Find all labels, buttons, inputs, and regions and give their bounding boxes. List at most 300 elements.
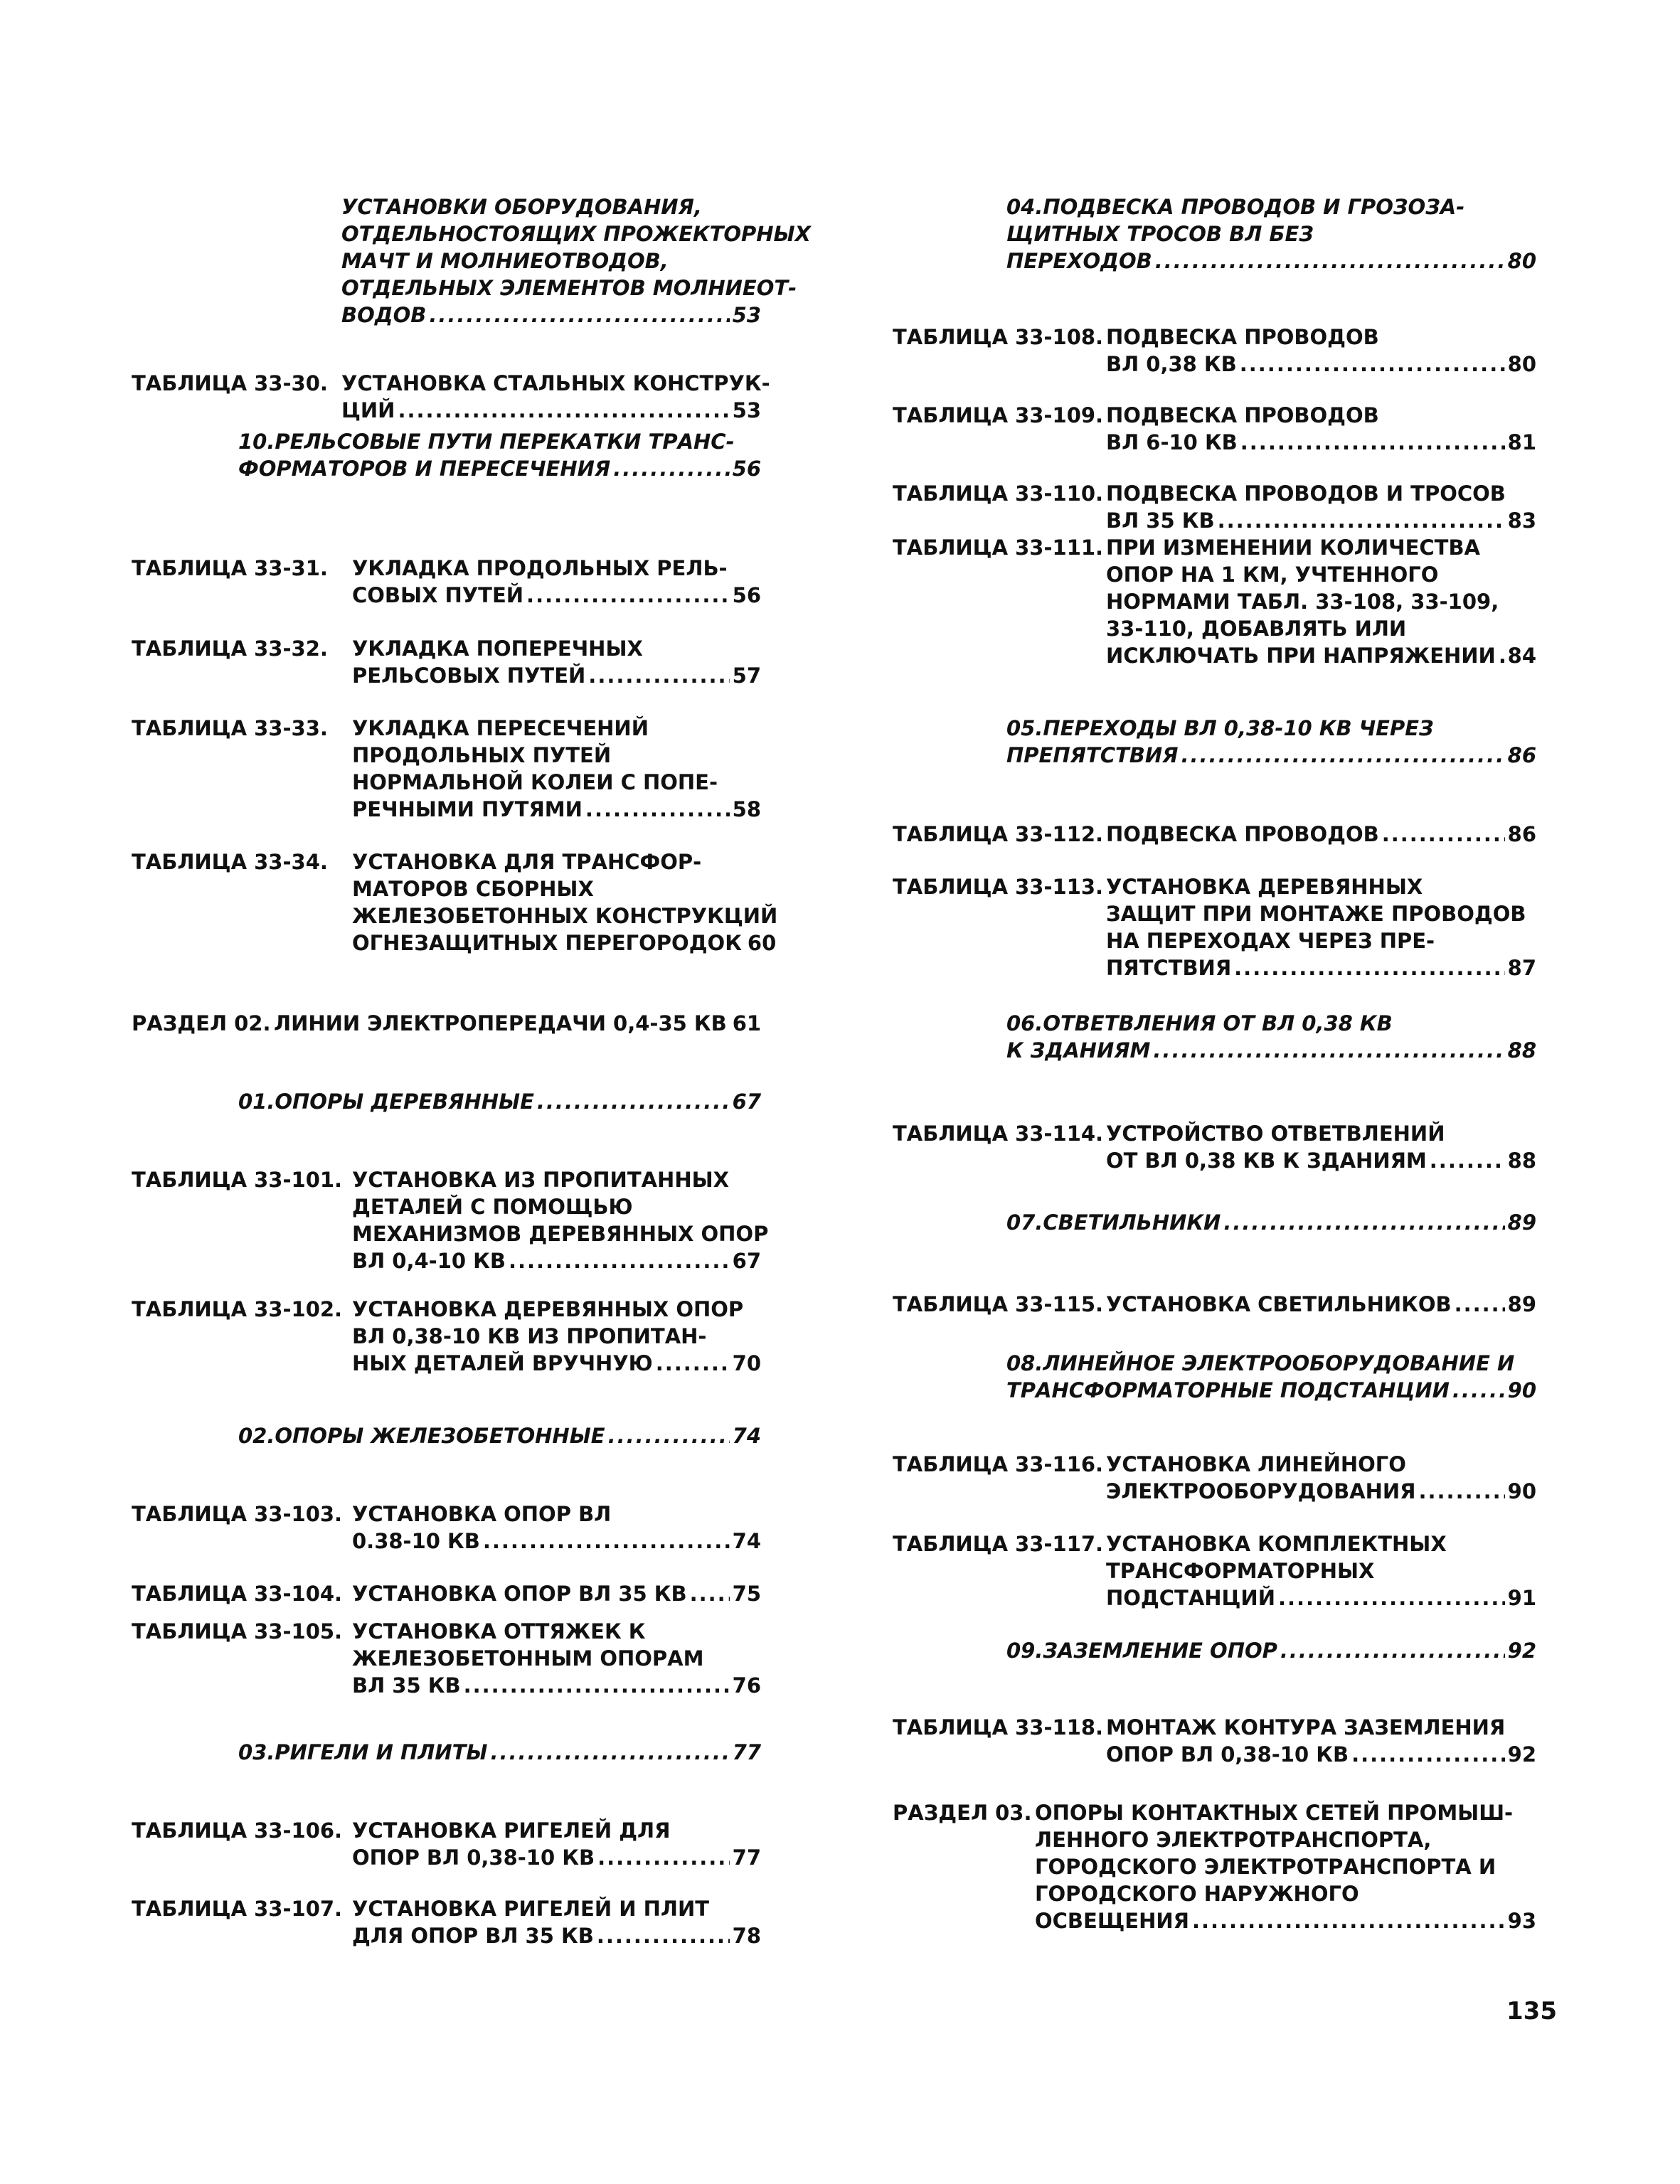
toc-entry-text: ВОДОВ — [341, 303, 427, 327]
toc-entry-line — [352, 769, 761, 796]
toc-entry-text: ОПОРЫ КОНТАКТНЫХ СЕТЕЙ ПРОМЫШ- — [1035, 1801, 1514, 1825]
toc-page-number: 78 — [732, 1924, 761, 1948]
toc-entry-text: МАТОРОВ СБОРНЫХ — [352, 877, 594, 901]
toc-page-number: 56 — [732, 583, 761, 607]
toc-page-number: 77 — [732, 1740, 761, 1764]
toc-entry-line — [352, 635, 761, 662]
toc-page-number: 57 — [732, 664, 761, 688]
dot-leader — [597, 1844, 730, 1871]
toc-entry-text: УСТАНОВКА СТАЛЬНЫХ КОНСТРУК- — [341, 371, 770, 395]
toc-entry-line — [352, 1350, 761, 1377]
toc-entry-text: ДЛЯ ОПОР ВЛ 35 КВ — [352, 1924, 594, 1948]
toc-entry-line — [1106, 324, 1536, 351]
toc-entry-text: 04.ПОДВЕСКА ПРОВОДОВ И ГРОЗОЗА- — [1006, 195, 1465, 219]
toc-entry-label: ТАБЛИЦА 33-32. — [132, 636, 328, 661]
toc-entry-label: ТАБЛИЦА 33-109. — [893, 403, 1104, 427]
dot-leader — [1223, 1209, 1504, 1236]
dot-leader — [429, 302, 729, 329]
dot-leader — [597, 1922, 730, 1949]
toc-entry-line — [352, 1672, 761, 1699]
toc-entry-line — [352, 929, 777, 957]
toc-entry-text: НА ПЕРЕХОДАХ ЧЕРЕЗ ПРЕ- — [1106, 929, 1435, 953]
toc-entry-line — [352, 1844, 761, 1871]
toc-entry-line — [341, 370, 770, 397]
toc-entry-label: ТАБЛИЦА 33-34. — [132, 850, 328, 874]
toc-entry-line — [1006, 742, 1536, 769]
toc-entry-line — [1006, 715, 1536, 742]
toc-entry-line — [1106, 534, 1536, 561]
dot-leader — [656, 1350, 730, 1377]
toc-entry-line — [341, 193, 761, 220]
toc-entry-text: 06.ОТВЕТВЛЕНИЯ ОТ ВЛ 0,38 КВ — [1006, 1011, 1393, 1035]
dot-leader — [509, 1247, 730, 1274]
toc-entry — [132, 1501, 761, 1555]
toc-entry-text: ВЛ 0,4-10 КВ — [352, 1249, 506, 1273]
toc-page-number: 74 — [732, 1529, 761, 1553]
toc-entry-text: УСТАНОВКА ОПОР ВЛ 35 КВ — [352, 1582, 687, 1606]
dot-leader — [490, 1739, 729, 1766]
toc-entry-text: ВЛ 35 КВ — [352, 1673, 461, 1698]
toc-entry — [132, 1618, 761, 1699]
dot-leader — [1278, 1584, 1505, 1612]
toc-entry-text: ПЯТСТВИЯ — [1106, 956, 1232, 980]
toc-page-number: 88 — [1507, 1149, 1536, 1173]
toc-entry-text: ИСКЛЮЧАТЬ ПРИ НАПРЯЖЕНИИ — [1106, 644, 1496, 668]
toc-entry — [893, 1010, 1536, 1064]
dot-leader — [483, 1528, 730, 1555]
dot-leader — [1155, 247, 1505, 275]
dot-leader — [526, 582, 730, 609]
toc-entry-text: НЫХ ДЕТАЛЕЙ ВРУЧНУЮ — [352, 1351, 653, 1375]
toc-entry-text: ЦИЙ — [341, 398, 395, 422]
toc-page-number: 91 — [1507, 1586, 1536, 1610]
toc-page-number: 76 — [732, 1673, 761, 1698]
toc-page-number: 90 — [1507, 1479, 1536, 1503]
toc-entry-label: ТАБЛИЦА 33-112. — [893, 822, 1104, 846]
toc-entry-label: ТАБЛИЦА 33-115. — [893, 1292, 1104, 1316]
dot-leader — [1181, 742, 1505, 769]
toc-entry-line — [1106, 1120, 1536, 1147]
toc-entry-label: ТАБЛИЦА 33-106. — [132, 1818, 343, 1843]
toc-entry — [132, 1422, 761, 1449]
toc-entry — [132, 635, 761, 689]
toc-entry-text: МАЧТ И МОЛНИЕОТВОДОВ, — [341, 249, 669, 273]
toc-page-number: 56 — [732, 457, 761, 481]
toc-entry-text: 09.ЗАЗЕМЛЕНИЕ ОПОР — [1006, 1639, 1277, 1663]
toc-entry-line — [1035, 1826, 1536, 1853]
toc-entry-text: ЗАЩИТ ПРИ МОНТАЖЕ ПРОВОДОВ — [1106, 902, 1526, 926]
toc-entry-label: РАЗДЕЛ 03. — [893, 1801, 1032, 1825]
dot-leader — [1382, 821, 1505, 848]
toc-entry-line — [1006, 1010, 1536, 1037]
toc-entry-text: МОНТАЖ КОНТУРА ЗАЗЕМЛЕНИЯ — [1106, 1715, 1506, 1740]
toc-entry — [132, 1166, 769, 1274]
toc-entry-line — [352, 1501, 761, 1528]
toc-entry-text: СОВЫХ ПУТЕЙ — [352, 583, 524, 607]
toc-entry — [132, 1010, 761, 1037]
toc-entry-line — [238, 1739, 761, 1766]
toc-entry-line — [238, 1422, 761, 1449]
toc-entry-text: ЛИНИИ ЭЛЕКТРОПЕРЕДАЧИ 0,4-35 КВ — [274, 1011, 727, 1035]
toc-entry-text: ПРЕПЯТСТВИЯ — [1006, 743, 1179, 767]
toc-entry-text: ДЕТАЛЕЙ С ПОМОЩЬЮ — [352, 1195, 633, 1219]
toc-entry-text: 07.СВЕТИЛЬНИКИ — [1006, 1210, 1221, 1235]
toc-entry-line — [1106, 615, 1536, 642]
toc-entry-line — [1106, 351, 1536, 378]
toc-entry-line — [352, 796, 761, 823]
toc-entry-text: ПРИ ИЗМЕНЕНИИ КОЛИЧЕСТВА — [1106, 536, 1480, 560]
toc-entry-line — [352, 902, 778, 929]
toc-entry-text: УСТАНОВКА ЛИНЕЙНОГО — [1106, 1452, 1406, 1476]
toc-entry-text: 03.РИГЕЛИ И ПЛИТЫ — [238, 1740, 488, 1764]
toc-entry-text: РЕЛЬСОВЫХ ПУТЕЙ — [352, 664, 586, 688]
dot-leader — [608, 1422, 730, 1449]
toc-entry-text: УСТАНОВКА ДЕРЕВЯННЫХ ОПОР — [352, 1297, 744, 1321]
toc-entry — [132, 555, 761, 609]
toc-entry-line — [1006, 1637, 1536, 1664]
dot-leader — [1280, 1637, 1505, 1664]
toc-entry-text: 33-110, ДОБАВЛЯТЬ ИЛИ — [1106, 617, 1407, 641]
toc-entry-text: УСТАНОВКА РИГЕЛЕЙ И ПЛИТ — [352, 1897, 709, 1921]
toc-entry-text: ВЛ 0,38-10 КВ ИЗ ПРОПИТАН- — [352, 1324, 707, 1348]
toc-entry-line — [341, 397, 761, 424]
toc-entry-line — [1106, 1714, 1536, 1741]
toc-entry-text: ОТДЕЛЬНЫХ ЭЛЕМЕНТОВ МОЛНИЕОТ- — [341, 276, 797, 300]
toc-entry-line — [274, 1010, 761, 1037]
toc-entry-line — [1106, 1557, 1536, 1584]
toc-entry-line — [352, 1922, 761, 1949]
dot-leader — [1419, 1478, 1505, 1505]
toc-entry-line — [1106, 1584, 1536, 1612]
toc-entry-line — [1106, 561, 1536, 588]
toc-page-number: 80 — [1507, 352, 1536, 376]
toc-entry-line — [1106, 1741, 1536, 1768]
toc-entry-text: 10.РЕЛЬСОВЫЕ ПУТИ ПЕРЕКАТКИ ТРАНС- — [238, 430, 735, 454]
toc-entry-line — [1035, 1880, 1536, 1907]
toc-entry-label: ТАБЛИЦА 33-118. — [893, 1715, 1104, 1740]
toc-entry-text: ФОРМАТОРОВ И ПЕРЕСЕЧЕНИЯ — [238, 457, 611, 481]
toc-entry — [132, 1296, 761, 1377]
toc-page-number: 70 — [732, 1351, 761, 1375]
toc-entry-text: ПОДВЕСКА ПРОВОДОВ — [1106, 403, 1379, 427]
toc-entry-line — [352, 875, 761, 902]
toc-entry-label: ТАБЛИЦА 33-113. — [893, 875, 1104, 899]
toc-entry-label: ТАБЛИЦА 33-102. — [132, 1297, 343, 1321]
toc-entry-text: ПЕРЕХОДОВ — [1006, 249, 1152, 273]
toc-entry-line — [352, 1817, 761, 1844]
dot-leader — [1192, 1907, 1505, 1934]
toc-entry-line — [352, 1323, 761, 1350]
toc-entry-line — [352, 742, 761, 769]
toc-entry — [893, 1799, 1536, 1934]
toc-entry-text: УКЛАДКА ПОПЕРЕЧНЫХ — [352, 636, 643, 661]
toc-entry-text: МЕХАНИЗМОВ ДЕРЕВЯННЫХ ОПОР — [352, 1222, 769, 1246]
toc-entry-text: ЭЛЕКТРООБОРУДОВАНИЯ — [1106, 1479, 1416, 1503]
toc-entry-text: ОПОР ВЛ 0,38-10 КВ — [352, 1845, 595, 1870]
toc-entry-label: ТАБЛИЦА 33-111. — [893, 536, 1104, 560]
dot-leader — [1153, 1037, 1504, 1064]
toc-entry-line — [238, 1088, 761, 1115]
toc-page-number: 84 — [1507, 644, 1536, 668]
toc-entry-line — [352, 1296, 761, 1323]
toc-entry-text: К ЗДАНИЯМ — [1006, 1038, 1151, 1062]
toc-entry-text: ОСВЕЩЕНИЯ — [1035, 1909, 1189, 1933]
toc-entry-line — [1006, 1377, 1536, 1404]
toc-page-number: 75 — [732, 1582, 761, 1606]
dot-leader — [398, 397, 729, 424]
toc-entry-text: 01.ОПОРЫ ДЕРЕВЯННЫЕ — [238, 1090, 534, 1114]
toc-entry-text: ОПОР ВЛ 0,38-10 КВ — [1106, 1742, 1349, 1767]
toc-entry-label: ТАБЛИЦА 33-108. — [893, 325, 1104, 349]
toc-entry — [893, 1120, 1536, 1174]
toc-entry-label: ТАБЛИЦА 33-103. — [132, 1502, 343, 1526]
toc-entry — [893, 1291, 1536, 1318]
toc-entry-text: ЛЕННОГО ЭЛЕКТРОТРАНСПОРТА, — [1035, 1828, 1432, 1852]
toc-entry-text: УСТАНОВКА СВЕТИЛЬНИКОВ — [1106, 1292, 1452, 1316]
toc-entry-line — [1006, 247, 1536, 275]
toc-entry-line — [352, 1895, 761, 1922]
toc-page-number: 93 — [1507, 1909, 1536, 1933]
dot-leader — [1218, 507, 1505, 534]
toc-entry-line — [1106, 507, 1536, 534]
toc-entry-label: ТАБЛИЦА 33-101. — [132, 1168, 343, 1192]
toc-entry — [893, 193, 1536, 275]
toc-entry-label: ТАБЛИЦА 33-105. — [132, 1619, 343, 1644]
toc-entry-text: ОПОР НА 1 КМ, УЧТЕННОГО — [1106, 563, 1439, 587]
toc-entry-line — [1006, 193, 1536, 220]
toc-entry-line — [1106, 954, 1536, 981]
dot-leader — [1240, 351, 1505, 378]
toc-entry-line — [352, 1618, 761, 1645]
toc-entry-line — [1106, 821, 1536, 848]
toc-page-number: 89 — [1507, 1210, 1536, 1235]
toc-entry-line — [238, 428, 761, 455]
toc-entry-line — [352, 1247, 761, 1274]
toc-entry — [893, 324, 1536, 378]
toc-entry-line — [1006, 1037, 1536, 1064]
toc-entry-line — [341, 220, 811, 247]
toc-entry — [132, 715, 761, 823]
toc-entry-text: ВЛ 6-10 КВ — [1106, 430, 1238, 454]
toc-page-number: 81 — [1507, 430, 1536, 454]
toc-page-number: 83 — [1507, 508, 1536, 533]
toc-entry-line — [352, 1220, 769, 1247]
toc-entry-text: 0.38-10 КВ — [352, 1529, 480, 1553]
toc-page-number: 87 — [1507, 956, 1536, 980]
toc-page-number: 67 — [732, 1249, 761, 1273]
toc-entry-text: ВЛ 35 КВ — [1106, 508, 1215, 533]
dot-leader — [1430, 1147, 1505, 1174]
toc-page-number: 92 — [1507, 1639, 1536, 1663]
toc-entry-text: ПОДСТАНЦИЙ — [1106, 1586, 1275, 1610]
dot-leader — [1351, 1741, 1505, 1768]
toc-entry-text: УКЛАДКА ПЕРЕСЕЧЕНИЙ — [352, 716, 649, 740]
dot-leader — [585, 796, 730, 823]
dot-leader — [588, 662, 729, 689]
toc-entry-line — [1106, 429, 1536, 456]
dot-leader — [690, 1580, 730, 1607]
toc-page-number: 92 — [1507, 1742, 1536, 1767]
toc-page-number: 53 — [732, 303, 761, 327]
toc-entry-text: ТРАНСФОРМАТОРНЫЕ ПОДСТАНЦИИ — [1006, 1378, 1450, 1402]
toc-entry-text: НОРМАЛЬНОЙ КОЛЕИ С ПОПЕ- — [352, 770, 718, 794]
toc-entry-text: УКЛАДКА ПРОДОЛЬНЫХ РЕЛЬ- — [352, 556, 728, 580]
toc-entry — [893, 534, 1536, 669]
toc-entry-line — [1106, 1147, 1536, 1174]
toc-entry-text: УСТАНОВКА ИЗ ПРОПИТАННЫХ — [352, 1168, 730, 1192]
toc-entry — [893, 1714, 1536, 1768]
toc-entry-line — [352, 662, 761, 689]
toc-page-number: 60 — [747, 931, 777, 955]
toc-entry-line — [352, 1580, 761, 1607]
toc-entry-text: ПОДВЕСКА ПРОВОДОВ — [1106, 822, 1379, 846]
toc-page-number: 90 — [1507, 1378, 1536, 1402]
toc-entry — [893, 480, 1536, 534]
toc-entry-line — [1006, 1209, 1536, 1236]
toc-entry — [893, 1451, 1536, 1505]
toc-entry-line — [1106, 1530, 1536, 1557]
toc-entry-text: ОТ ВЛ 0,38 КВ К ЗДАНИЯМ — [1106, 1149, 1427, 1173]
page-number: 135 — [1506, 1997, 1557, 2025]
dot-leader — [1452, 1377, 1505, 1404]
toc-entry-line — [1106, 402, 1536, 429]
toc-entry — [893, 1209, 1536, 1236]
toc-entry — [132, 1088, 761, 1115]
toc-page-number: 88 — [1507, 1038, 1536, 1062]
dot-leader — [537, 1088, 730, 1115]
toc-entry-line — [1106, 642, 1536, 669]
toc-entry-text: ПРОДОЛЬНЫХ ПУТЕЙ — [352, 743, 612, 767]
toc-entry-text: УСТАНОВКИ ОБОРУДОВАНИЯ, — [341, 195, 702, 219]
toc-entry-line — [341, 302, 761, 329]
toc-entry-label: ТАБЛИЦА 33-30. — [132, 371, 328, 395]
toc-entry-text: УСТАНОВКА ДЛЯ ТРАНСФОР- — [352, 850, 702, 874]
dot-leader — [464, 1672, 730, 1699]
toc-entry-text: ПОДВЕСКА ПРОВОДОВ — [1106, 325, 1379, 349]
toc-entry-line — [341, 247, 761, 275]
toc-entry-text: 05.ПЕРЕХОДЫ ВЛ 0,38-10 КВ ЧЕРЕЗ — [1006, 716, 1434, 740]
toc-entry — [132, 1895, 761, 1949]
toc-entry-line — [1106, 873, 1536, 900]
toc-page-number: 80 — [1507, 249, 1536, 273]
toc-entry-text: РЕЧНЫМИ ПУТЯМИ — [352, 797, 583, 821]
toc-page-number: 61 — [732, 1011, 762, 1035]
toc-entry — [132, 1817, 761, 1871]
toc-page-number: 86 — [1507, 822, 1536, 846]
toc-entry-line — [1106, 1451, 1536, 1478]
toc-entry-line — [1106, 1478, 1536, 1505]
dot-leader — [1234, 954, 1504, 981]
toc-entry-text: ВЛ 0,38 КВ — [1106, 352, 1237, 376]
toc-page-number: 89 — [1507, 1292, 1536, 1316]
toc-page-number: 86 — [1507, 743, 1536, 767]
toc-entry-line — [352, 1166, 761, 1193]
toc-entry-text: ТРАНСФОРМАТОРНЫХ — [1106, 1559, 1375, 1583]
toc-entry-label: ТАБЛИЦА 33-114. — [893, 1122, 1104, 1146]
toc-entry-text: ОТДЕЛЬНОСТОЯЩИХ ПРОЖЕКТОРНЫХ — [341, 222, 811, 246]
toc-entry — [893, 821, 1536, 848]
toc-entry-label: ТАБЛИЦА 33-107. — [132, 1897, 343, 1921]
toc-entry-text: ПОДВЕСКА ПРОВОДОВ И ТРОСОВ — [1106, 481, 1506, 506]
toc-entry-text: ЩИТНЫХ ТРОСОВ ВЛ БЕЗ — [1006, 222, 1314, 246]
toc-entry — [132, 1739, 761, 1766]
toc-entry-label: ТАБЛИЦА 33-33. — [132, 716, 328, 740]
dot-leader — [1240, 429, 1505, 456]
toc-entry-label: ТАБЛИЦА 33-117. — [893, 1532, 1104, 1556]
toc-entry-label: ТАБЛИЦА 33-116. — [893, 1452, 1104, 1476]
toc-entry-line — [1006, 1350, 1536, 1377]
toc-entry-label: РАЗДЕЛ 02. — [132, 1011, 271, 1035]
toc-entry-line — [1035, 1907, 1536, 1934]
toc-page-number: 58 — [732, 797, 761, 821]
toc-entry-text: ЖЕЛЕЗОБЕТОННЫХ КОНСТРУКЦИЙ — [352, 904, 778, 928]
toc-entry-text: УСТАНОВКА КОМПЛЕКТНЫХ — [1106, 1532, 1447, 1556]
toc-entry-line — [1035, 1853, 1536, 1880]
toc-entry-text: ОГНЕЗАЩИТНЫХ ПЕРЕГОРОДОК — [352, 931, 742, 955]
toc-page-number: 77 — [732, 1845, 761, 1870]
toc-entry-text: УСТАНОВКА ДЕРЕВЯННЫХ — [1106, 875, 1423, 899]
dot-leader — [613, 455, 729, 482]
toc-entry — [132, 1580, 761, 1607]
toc-entry-text: УСТРОЙСТВО ОТВЕТВЛЕНИЙ — [1106, 1122, 1445, 1146]
dot-leader — [1499, 642, 1505, 669]
toc-page-number: 53 — [732, 398, 761, 422]
toc-entry — [893, 402, 1536, 456]
toc-entry — [132, 848, 778, 957]
toc-entry-line — [238, 455, 761, 482]
toc-entry-line — [1035, 1799, 1536, 1826]
toc-entry-text: 02.ОПОРЫ ЖЕЛЕЗОБЕТОННЫЕ — [238, 1424, 605, 1448]
toc-entry-line — [341, 275, 797, 302]
toc-entry-line — [352, 582, 761, 609]
toc-entry-line — [1106, 1291, 1536, 1318]
toc-entry-line — [1106, 900, 1536, 927]
toc-entry-text: 08.ЛИНЕЙНОЕ ЭЛЕКТРООБОРУДОВАНИЕ И — [1006, 1351, 1515, 1375]
toc-entry-text: ЖЕЛЕЗОБЕТОННЫМ ОПОРАМ — [352, 1646, 704, 1671]
toc-entry-label: ТАБЛИЦА 33-104. — [132, 1582, 343, 1606]
toc-entry — [132, 193, 811, 329]
toc-entry-line — [352, 715, 761, 742]
toc-entry-line — [352, 1528, 761, 1555]
toc-entry-line — [352, 1645, 761, 1672]
toc-entry-line — [352, 555, 761, 582]
toc-entry — [893, 1530, 1536, 1612]
toc-entry — [893, 1637, 1536, 1664]
toc-entry — [132, 428, 761, 482]
toc-entry-line — [352, 1193, 761, 1220]
toc-entry — [132, 370, 770, 424]
toc-entry-text: УСТАНОВКА РИГЕЛЕЙ ДЛЯ — [352, 1818, 671, 1843]
toc-entry — [893, 715, 1536, 769]
toc-page-number: 74 — [732, 1424, 761, 1448]
toc-entry-line — [1106, 480, 1536, 507]
toc-entry-text: НОРМАМИ ТАБЛ. 33-108, 33-109, — [1106, 590, 1499, 614]
toc-entry-label: ТАБЛИЦА 33-31. — [132, 556, 328, 580]
toc-entry-label: ТАБЛИЦА 33-110. — [893, 481, 1104, 506]
toc-entry-line — [1106, 588, 1536, 615]
toc-entry — [893, 1350, 1536, 1404]
toc-entry-text: УСТАНОВКА ОТТЯЖЕК К — [352, 1619, 646, 1644]
dot-leader — [1455, 1291, 1505, 1318]
toc-entry-line — [1006, 220, 1536, 247]
toc-entry-text: ГОРОДСКОГО НАРУЖНОГО — [1035, 1882, 1359, 1906]
toc-entry-line — [352, 848, 761, 875]
toc-entry-text: ГОРОДСКОГО ЭЛЕКТРОТРАНСПОРТА И — [1035, 1855, 1496, 1879]
toc-page-number: 67 — [732, 1090, 761, 1114]
toc-entry-line — [1106, 927, 1536, 954]
toc-entry — [893, 873, 1536, 981]
toc-entry-text: УСТАНОВКА ОПОР ВЛ — [352, 1502, 612, 1526]
